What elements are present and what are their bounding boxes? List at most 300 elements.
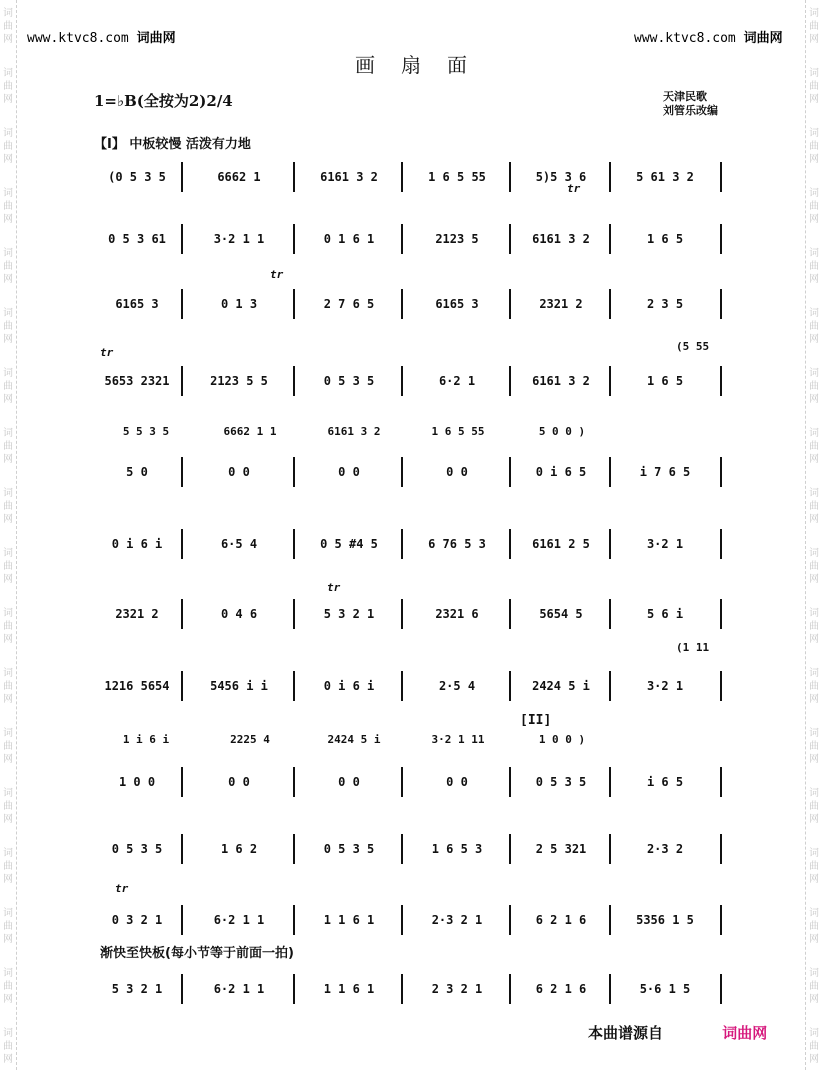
barline <box>181 599 183 629</box>
watermark-char: 曲 <box>809 321 819 332</box>
song-title: 画扇面 <box>355 53 493 77</box>
barline <box>720 457 722 487</box>
barline <box>720 529 722 559</box>
watermark-char: 网 <box>3 334 13 345</box>
measure: (0 5 3 5 <box>108 170 166 184</box>
barline <box>181 905 183 935</box>
measure: 2 3 5 <box>646 297 684 311</box>
watermark-char: 曲 <box>809 801 819 812</box>
measure: 5 6 i <box>646 607 684 621</box>
watermark-char: 曲 <box>3 501 13 512</box>
watermark-char: 曲 <box>3 561 13 572</box>
watermark-char: 曲 <box>809 1041 819 1052</box>
footer-source <box>588 1022 767 1043</box>
watermark-char: 网 <box>809 514 819 525</box>
measure: 6662 1 <box>217 170 261 184</box>
measure: 6 2 1 6 <box>535 913 587 927</box>
cue-measure: 2424 5 i <box>327 732 381 746</box>
measure: 2·3 2 <box>646 842 684 856</box>
barline <box>181 457 183 487</box>
watermark-char: 曲 <box>809 81 819 92</box>
watermark-char: 词 <box>809 428 819 439</box>
measure: 0 0 <box>446 465 468 479</box>
barline <box>720 366 722 396</box>
score-system <box>94 765 722 799</box>
watermark-char: 词 <box>3 848 13 859</box>
barline <box>401 767 403 797</box>
watermark-char: 网 <box>809 574 819 585</box>
measure: 0 3 2 1 <box>111 913 163 927</box>
measure: 0 5 #4 5 <box>320 537 378 551</box>
barline <box>293 834 295 864</box>
cue-line-1 <box>94 421 614 441</box>
measure: 6165 3 <box>435 297 479 311</box>
barline <box>181 834 183 864</box>
watermark-char: 曲 <box>3 801 13 812</box>
barline <box>720 289 722 319</box>
watermark-char: 曲 <box>809 21 819 32</box>
barline <box>401 457 403 487</box>
score-system <box>94 160 722 194</box>
watermark-char: 词 <box>809 488 819 499</box>
watermark-char: 网 <box>3 574 13 585</box>
pickup-cue-2: (1 11 <box>676 641 710 654</box>
watermark-char: 网 <box>809 874 819 885</box>
watermark-char: 词 <box>3 128 13 139</box>
watermark-url-text: www.ktvc8.com <box>27 31 129 46</box>
watermark-char: 曲 <box>809 381 819 392</box>
measure: 5 61 3 2 <box>636 170 694 184</box>
measure: 0 0 <box>228 465 250 479</box>
barline <box>293 289 295 319</box>
measure: 3·2 1 <box>646 537 684 551</box>
watermark-char: 曲 <box>809 561 819 572</box>
watermark-char: 网 <box>3 214 13 225</box>
watermark-char: 网 <box>809 454 819 465</box>
barline <box>401 974 403 1004</box>
barline <box>720 162 722 192</box>
watermark-char: 词 <box>3 188 13 199</box>
measure: 2 7 6 5 <box>323 297 375 311</box>
measure: 1 6 5 <box>646 232 684 246</box>
barline <box>509 834 511 864</box>
barline <box>293 767 295 797</box>
measure: i 6 5 <box>646 775 684 789</box>
section-marker: [II] <box>520 713 552 728</box>
cue-measure: 3·2 1 11 <box>431 732 485 746</box>
watermark-char: 词 <box>3 368 13 379</box>
measure: 5 0 <box>126 465 148 479</box>
measure: 0 i 6 i <box>323 679 375 693</box>
barline <box>181 974 183 1004</box>
barline <box>181 529 183 559</box>
watermark-char: 曲 <box>3 141 13 152</box>
credit-origin: 天津民歌 <box>663 90 707 103</box>
measure: 2321 2 <box>539 297 583 311</box>
barline <box>609 767 611 797</box>
watermark-char: 曲 <box>809 441 819 452</box>
measure: 1 1 6 1 <box>323 913 375 927</box>
barline <box>401 224 403 254</box>
cue-measure: 6161 3 2 <box>327 424 381 438</box>
footer-brand: 词曲网 <box>722 1024 768 1042</box>
watermark-char: 词 <box>809 68 819 79</box>
watermark-char: 曲 <box>3 441 13 452</box>
watermark-char: 网 <box>3 394 13 405</box>
watermark-char: 曲 <box>809 261 819 272</box>
measure: 5)5 3 6 <box>535 170 587 184</box>
watermark-char: 词 <box>809 668 819 679</box>
measure: 1 6 5 3 <box>431 842 483 856</box>
score-system <box>94 287 722 321</box>
barline <box>401 905 403 935</box>
watermark-char: 网 <box>809 934 819 945</box>
watermark-char: 词 <box>3 908 13 919</box>
watermark-char: 网 <box>809 274 819 285</box>
barline <box>293 366 295 396</box>
watermark-char: 网 <box>809 814 819 825</box>
watermark-char: 曲 <box>3 861 13 872</box>
measure: 0 4 6 <box>220 607 258 621</box>
watermark-char: 词 <box>809 308 819 319</box>
measure: 2 3 2 1 <box>431 982 483 996</box>
measure: 6·2 1 1 <box>213 982 265 996</box>
barline <box>509 905 511 935</box>
credit-arranger: 刘管乐改编 <box>663 104 718 117</box>
score-system <box>94 832 722 866</box>
measure: 6·5 4 <box>220 537 258 551</box>
tempo-marking-1: 【I】 中板较慢 活泼有力地 <box>94 137 251 152</box>
score-system <box>94 364 722 398</box>
watermark-char: 网 <box>3 154 13 165</box>
measure: 5456 i i <box>210 679 268 693</box>
watermark-char: 词 <box>809 728 819 739</box>
barline <box>401 834 403 864</box>
watermark-char: 网 <box>809 154 819 165</box>
footer-source-label: 本曲谱源自 <box>588 1024 664 1042</box>
key-signature: 1=♭B(全按为2)2/4 <box>94 92 233 110</box>
right-watermark-strip <box>805 0 822 1070</box>
trill-mark: tr <box>115 882 129 895</box>
barline <box>401 671 403 701</box>
watermark-char: 网 <box>3 514 13 525</box>
measure: 1 6 2 <box>220 842 258 856</box>
measure: 5356 1 5 <box>636 913 694 927</box>
watermark-char: 词 <box>809 548 819 559</box>
trill-mark: tr <box>270 268 284 281</box>
watermark-char: 曲 <box>809 621 819 632</box>
barline <box>293 974 295 1004</box>
watermark-char: 词 <box>3 968 13 979</box>
barline <box>181 671 183 701</box>
barline <box>181 224 183 254</box>
measure: i 7 6 5 <box>639 465 691 479</box>
watermark-char: 词 <box>3 308 13 319</box>
watermark-char: 词 <box>809 368 819 379</box>
watermark-char: 曲 <box>3 681 13 692</box>
barline <box>609 599 611 629</box>
score-system <box>94 597 722 631</box>
watermark-char: 词 <box>3 608 13 619</box>
watermark-char: 曲 <box>3 261 13 272</box>
measure: 2424 5 i <box>532 679 590 693</box>
barline <box>293 224 295 254</box>
barline <box>401 366 403 396</box>
trill-mark: tr <box>100 346 114 359</box>
barline <box>293 599 295 629</box>
measure: 0 5 3 5 <box>323 842 375 856</box>
measure: 0 i 6 5 <box>535 465 587 479</box>
watermark-char: 网 <box>809 394 819 405</box>
watermark-char: 网 <box>3 694 13 705</box>
measure: 1216 5654 <box>104 679 170 693</box>
barline <box>609 905 611 935</box>
watermark-char: 词 <box>809 908 819 919</box>
watermark-char: 曲 <box>809 861 819 872</box>
measure: 6161 3 2 <box>532 374 590 388</box>
watermark-char: 词 <box>809 248 819 259</box>
watermark-char: 曲 <box>3 921 13 932</box>
cue-measure: 1 i 6 i <box>122 732 170 746</box>
barline <box>609 224 611 254</box>
measure: 0 5 3 5 <box>111 842 163 856</box>
barline <box>609 671 611 701</box>
left-watermark-strip <box>0 0 17 1070</box>
measure: 2321 2 <box>115 607 159 621</box>
watermark-char: 词 <box>809 1028 819 1039</box>
watermark-char: 网 <box>3 754 13 765</box>
measure: 6·2 1 1 <box>213 913 265 927</box>
cue-line-2 <box>94 729 614 749</box>
pickup-cue-1: (5 55 <box>676 340 710 353</box>
watermark-char: 网 <box>809 994 819 1005</box>
score-system <box>94 903 722 937</box>
barline <box>720 671 722 701</box>
measure: 6·2 1 <box>438 374 476 388</box>
measure: 0 0 <box>338 465 360 479</box>
measure: 2 5 321 <box>535 842 587 856</box>
watermark-char: 网 <box>809 1054 819 1065</box>
barline <box>293 905 295 935</box>
cue-measure: 6662 1 1 <box>223 424 277 438</box>
watermark-url-left <box>27 27 176 46</box>
watermark-char: 网 <box>809 34 819 45</box>
barline <box>609 529 611 559</box>
barline <box>401 529 403 559</box>
watermark-char: 词 <box>3 728 13 739</box>
measure: 6165 3 <box>115 297 159 311</box>
watermark-char: 网 <box>809 634 819 645</box>
barline <box>509 457 511 487</box>
watermark-char: 词 <box>3 1028 13 1039</box>
measure: 5 3 2 1 <box>323 607 375 621</box>
watermark-char: 网 <box>3 634 13 645</box>
watermark-char: 曲 <box>3 81 13 92</box>
watermark-site-text: 词曲网 <box>136 31 176 46</box>
cue-measure: 1 6 5 55 <box>431 424 485 438</box>
trill-mark: tr <box>567 182 581 195</box>
watermark-char: 网 <box>3 94 13 105</box>
barline <box>401 289 403 319</box>
measure: 5 3 2 1 <box>111 982 163 996</box>
watermark-char: 曲 <box>3 621 13 632</box>
measure: 0 5 3 5 <box>535 775 587 789</box>
watermark-char: 曲 <box>3 321 13 332</box>
measure: 0 5 3 5 <box>323 374 375 388</box>
watermark-char: 网 <box>3 874 13 885</box>
watermark-char: 网 <box>3 1054 13 1065</box>
watermark-char: 网 <box>809 754 819 765</box>
barline <box>720 834 722 864</box>
watermark-char: 词 <box>809 128 819 139</box>
barline <box>181 767 183 797</box>
barline <box>509 224 511 254</box>
measure: 0 1 6 1 <box>323 232 375 246</box>
watermark-char: 词 <box>3 668 13 679</box>
watermark-char: 词 <box>809 188 819 199</box>
measure: 6161 3 2 <box>532 232 590 246</box>
score-system <box>94 972 722 1006</box>
watermark-char: 曲 <box>809 201 819 212</box>
barline <box>609 834 611 864</box>
barline <box>293 162 295 192</box>
measure: 6161 2 5 <box>532 537 590 551</box>
barline <box>509 599 511 629</box>
watermark-char: 曲 <box>809 501 819 512</box>
watermark-char: 词 <box>809 848 819 859</box>
measure: 5654 5 <box>539 607 583 621</box>
barline <box>720 974 722 1004</box>
barline <box>293 529 295 559</box>
score-system <box>94 222 722 256</box>
watermark-char: 网 <box>809 94 819 105</box>
measure: 3·2 1 1 <box>213 232 265 246</box>
measure: 0 0 <box>446 775 468 789</box>
watermark-char: 词 <box>3 428 13 439</box>
cue-measure: 5 0 0 ) <box>538 424 586 438</box>
watermark-char: 网 <box>3 34 13 45</box>
watermark-char: 网 <box>809 334 819 345</box>
barline <box>293 671 295 701</box>
barline <box>609 974 611 1004</box>
watermark-char: 词 <box>3 548 13 559</box>
measure: 1 0 0 <box>118 775 156 789</box>
watermark-char: 曲 <box>3 1041 13 1052</box>
credit-block <box>663 90 718 118</box>
watermark-char: 网 <box>3 814 13 825</box>
watermark-char: 曲 <box>3 981 13 992</box>
barline <box>720 599 722 629</box>
watermark-char: 曲 <box>809 921 819 932</box>
score-system <box>94 669 722 703</box>
watermark-char: 网 <box>3 994 13 1005</box>
watermark-char: 网 <box>3 274 13 285</box>
measure: 5653 2321 <box>104 374 170 388</box>
measure: 6 76 5 3 <box>428 537 486 551</box>
measure: 2123 5 5 <box>210 374 268 388</box>
watermark-char: 词 <box>3 8 13 19</box>
barline <box>609 289 611 319</box>
measure: 1 6 5 55 <box>428 170 486 184</box>
watermark-char: 曲 <box>809 741 819 752</box>
watermark-char: 曲 <box>809 141 819 152</box>
trill-mark: tr <box>327 581 341 594</box>
barline <box>509 529 511 559</box>
measure: 0 0 <box>228 775 250 789</box>
barline <box>181 366 183 396</box>
measure: 2·5 4 <box>438 679 476 693</box>
watermark-char: 词 <box>3 68 13 79</box>
barline <box>720 224 722 254</box>
watermark-char: 词 <box>809 8 819 19</box>
barline <box>720 905 722 935</box>
watermark-url-right <box>634 27 783 46</box>
cue-measure: 5 5 3 5 <box>122 424 170 438</box>
barline <box>509 974 511 1004</box>
measure: 2321 6 <box>435 607 479 621</box>
watermark-char: 词 <box>809 968 819 979</box>
measure: 1 1 6 1 <box>323 982 375 996</box>
measure: 2·3 2 1 <box>431 913 483 927</box>
watermark-char: 词 <box>3 248 13 259</box>
watermark-char: 词 <box>809 788 819 799</box>
measure: 0 5 3 61 <box>108 232 166 246</box>
watermark-char: 网 <box>809 214 819 225</box>
watermark-char: 曲 <box>809 981 819 992</box>
watermark-char: 曲 <box>3 201 13 212</box>
barline <box>509 162 511 192</box>
watermark-url-text: www.ktvc8.com <box>634 31 736 46</box>
measure: 3·2 1 <box>646 679 684 693</box>
watermark-char: 曲 <box>3 21 13 32</box>
barline <box>181 162 183 192</box>
barline <box>509 289 511 319</box>
watermark-char: 曲 <box>809 681 819 692</box>
watermark-char: 网 <box>809 694 819 705</box>
barline <box>609 162 611 192</box>
barline <box>609 457 611 487</box>
watermark-char: 曲 <box>3 741 13 752</box>
watermark-site-text: 词曲网 <box>743 31 783 46</box>
barline <box>509 366 511 396</box>
measure: 0 0 <box>338 775 360 789</box>
watermark-char: 曲 <box>3 381 13 392</box>
measure: 0 1 3 <box>220 297 258 311</box>
score-system <box>94 527 722 561</box>
barline <box>401 162 403 192</box>
measure: 5·6 1 5 <box>639 982 691 996</box>
barline <box>720 767 722 797</box>
tempo-marking-2: 渐快至快板(每小节等于前面一拍) <box>100 946 294 961</box>
barline <box>509 767 511 797</box>
cue-measure: 2225 4 <box>230 732 270 746</box>
score-system <box>94 455 722 489</box>
barline <box>401 599 403 629</box>
measure: 6 2 1 6 <box>535 982 587 996</box>
barline <box>181 289 183 319</box>
barline <box>293 457 295 487</box>
barline <box>609 366 611 396</box>
cue-measure: 1 0 0 ) <box>538 732 586 746</box>
watermark-char: 词 <box>3 788 13 799</box>
measure: 0 i 6 i <box>111 537 163 551</box>
watermark-char: 网 <box>3 934 13 945</box>
watermark-char: 词 <box>3 488 13 499</box>
measure: 2123 5 <box>435 232 479 246</box>
watermark-char: 网 <box>3 454 13 465</box>
measure: 1 6 5 <box>646 374 684 388</box>
barline <box>509 671 511 701</box>
